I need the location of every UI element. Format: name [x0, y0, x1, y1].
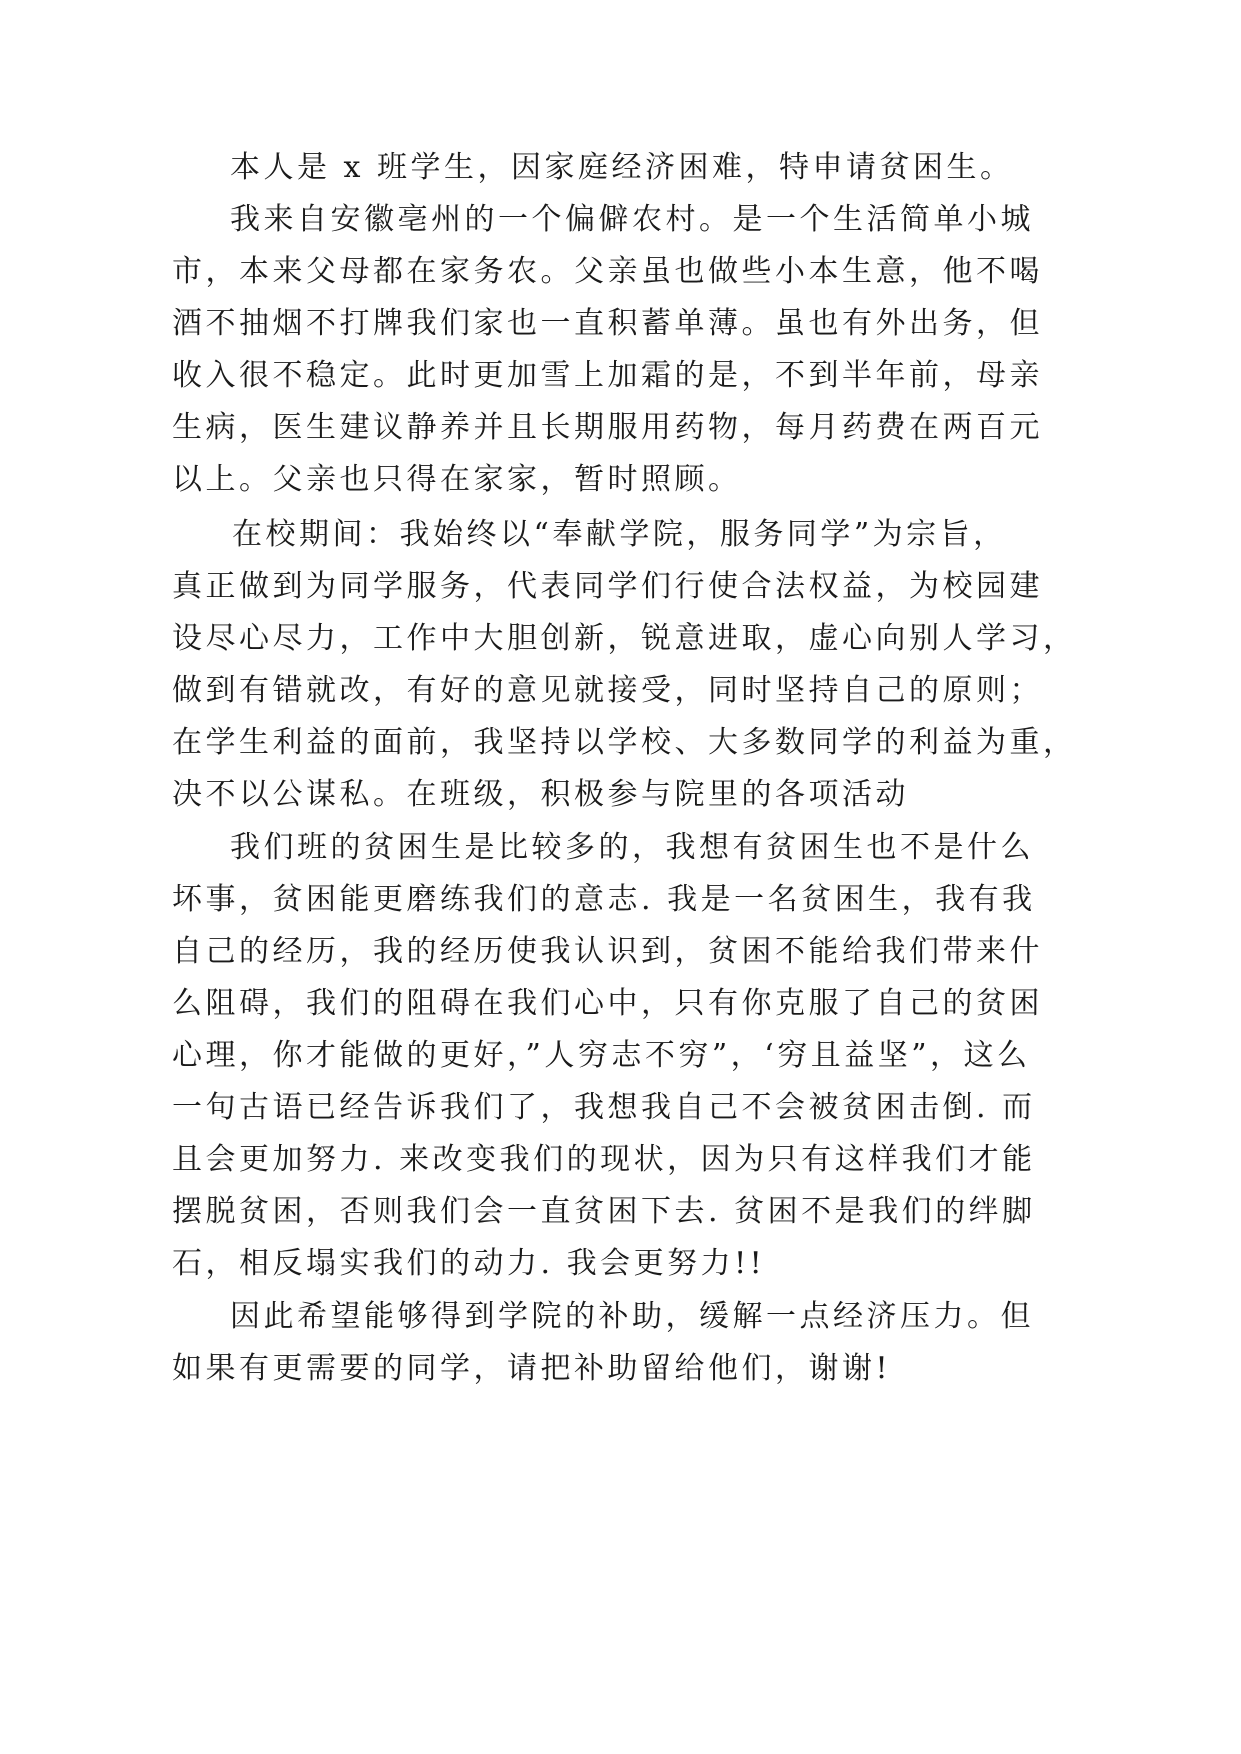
line-23: 因此希望能够得到学院的补助，缓解一点经济压力。但 — [230, 1299, 1034, 1334]
line-19: 一句古语已经告诉我们了，我想我自己不会被贫困击倒. 而 — [172, 1090, 1036, 1125]
line-7: 以上。父亲也只得在家家，暂时照顾。 — [172, 462, 742, 497]
line-18: 心理，你才能做的更好，”人穷志不穷”，‘穷且益坚”，这么 — [172, 1038, 1031, 1073]
line-10: 设尽心尽力，工作中大胆创新，锐意进取，虚心向别人学习， — [172, 621, 1077, 656]
line-4: 酒不抽烟不打牌我们家也一直积蓄单薄。虽也有外出务，但 — [172, 306, 1043, 341]
line-12: 在学生利益的面前，我坚持以学校、大多数同学的利益为重， — [172, 725, 1077, 760]
line-22: 石，相反塌实我们的动力. 我会更努力!! — [172, 1246, 766, 1281]
line-3: 市，本来父母都在家务农。父亲虽也做些小本生意，他不喝 — [172, 254, 1043, 289]
line-6: 生病，医生建议静养并且长期服用药物，每月药费在两百元 — [172, 410, 1043, 445]
line-13: 决不以公谋私。在班级，积极参与院里的各项活动 — [172, 777, 909, 812]
line-1: 本人是 x 班学生，因家庭经济困难，特申请贫困生。 — [230, 150, 1014, 185]
line-21: 摆脱贫困，否则我们会一直贫困下去. 贫困不是我们的绊脚 — [172, 1194, 1036, 1229]
line-9: 真正做到为同学服务，代表同学们行使合法权益，为校园建 — [172, 569, 1043, 604]
line-2: 我来自安徽亳州的一个偏僻农村。是一个生活简单小城 — [230, 202, 1034, 237]
line-14: 我们班的贫困生是比较多的，我想有贫困生也不是什么 — [230, 830, 1034, 865]
line-11: 做到有错就改，有好的意见就接受，同时坚持自己的原则； — [172, 673, 1043, 708]
line-8: 在校期间：我始终以“奉献学院，服务同学”为宗旨， — [232, 517, 1007, 552]
line-15: 坏事，贫困能更磨练我们的意志. 我是一名贫困生，我有我 — [172, 882, 1036, 917]
line-5: 收入很不稳定。此时更加雪上加霜的是，不到半年前，母亲 — [172, 358, 1043, 393]
line-16: 自己的经历，我的经历使我认识到，贫困不能给我们带来什 — [172, 934, 1043, 969]
line-24: 如果有更需要的同学，请把补助留给他们，谢谢! — [172, 1351, 892, 1386]
line-20: 且会更加努力. 来改变我们的现状，因为只有这样我们才能 — [172, 1142, 1036, 1177]
line-17: 么阻碍，我们的阻碍在我们心中，只有你克服了自己的贫困 — [172, 986, 1043, 1021]
